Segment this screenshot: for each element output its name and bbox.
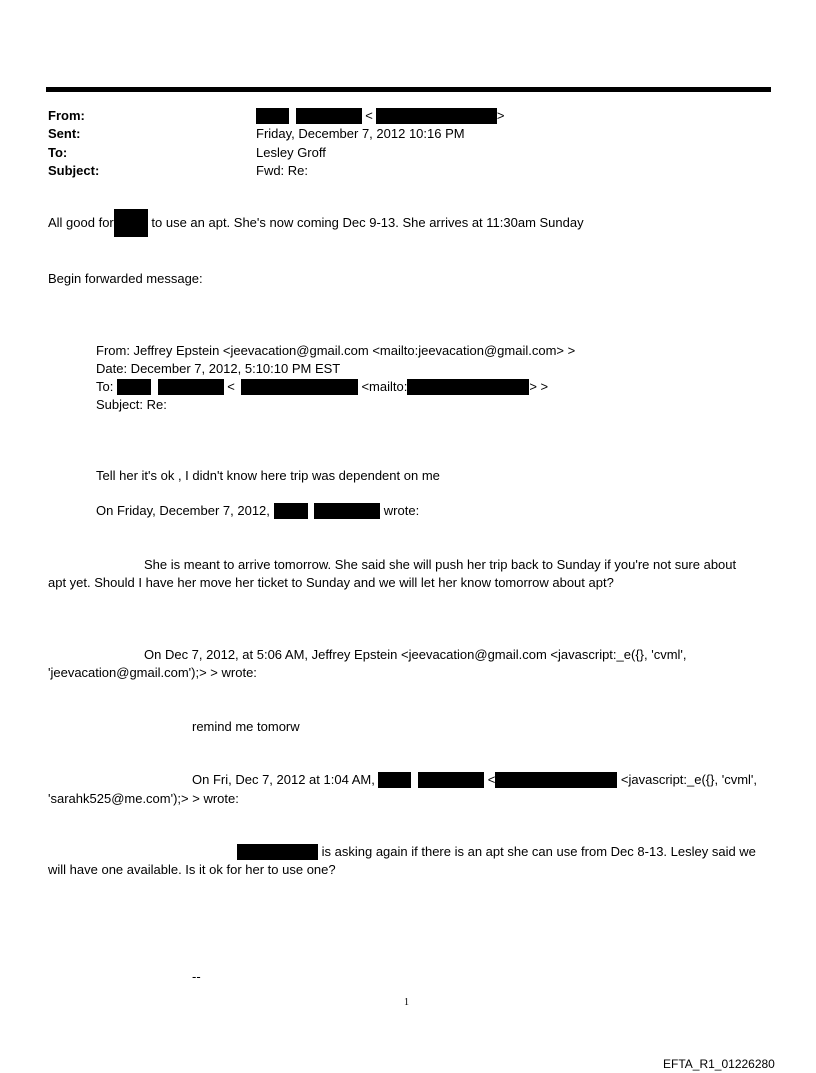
redaction-box (117, 379, 151, 395)
fwd-subject-line: Subject: Re: (96, 397, 167, 412)
redaction-box (314, 503, 380, 519)
fwd-date-line: Date: December 7, 2012, 5:10:10 PM EST (96, 361, 341, 376)
reply-text: Tell her it's ok , I didn't know here trip was dependent on me (96, 468, 440, 483)
redaction-box (296, 108, 362, 124)
sent-value: Friday, December 7, 2012 10:16 PM (256, 126, 465, 141)
fwd-from-line: From: Jeffrey Epstein <jeevacation@gmail.com <mailto:jeevacation@gmail.com> > (96, 343, 576, 358)
redaction-box (241, 379, 358, 395)
subject-label: Subject: (48, 163, 100, 178)
redaction-box (378, 772, 411, 788)
fwd-to-line (96, 379, 548, 395)
redaction-box (114, 209, 148, 237)
signature-dashes: -- (192, 969, 201, 984)
bates-number: EFTA_R1_01226280 (663, 1057, 775, 1071)
redaction-box (495, 772, 617, 788)
fwd-to-mailto: <mailto: (361, 379, 408, 394)
on-dec7-line-1: On Dec 7, 2012, at 5:06 AM, Jeffrey Epstein <jeevacation@gmail.com <javascript:_e({}, 'cvml', (144, 647, 687, 662)
quoted-para-1-line-1: She is meant to arrive tomorrow. She said she will push her trip back to Sunday if you're not sure about (144, 557, 737, 572)
sent-label: Sent: (48, 126, 81, 141)
redaction-box (376, 108, 497, 124)
on-dec7-line-2: 'jeevacation@gmail.com');> > wrote: (48, 665, 257, 680)
to-label: To: (48, 145, 68, 160)
asking-line-1 (237, 844, 756, 860)
to-value: Lesley Groff (256, 145, 326, 160)
asking-line-1-text: is asking again if there is an apt she can use from Dec 8-13. Lesley said we (321, 844, 756, 859)
redaction-box (237, 844, 318, 860)
fwd-to-lt: < (227, 379, 235, 394)
body-line-1 (48, 209, 584, 237)
on-friday-line (96, 503, 419, 519)
redaction-box (274, 503, 308, 519)
remind-text: remind me tomorw (192, 719, 300, 734)
redaction-box (418, 772, 484, 788)
redaction-box (256, 108, 289, 124)
from-gt: > (496, 108, 505, 123)
begin-forwarded: Begin forwarded message: (48, 271, 203, 286)
on-friday-end: wrote: (383, 503, 420, 518)
page-number: 1 (404, 997, 409, 1008)
on-fri-lt: < (487, 772, 496, 787)
asking-line-2: will have one available. Is it ok for her to use one? (48, 862, 336, 877)
quoted-para-1-line-2: apt yet. Should I have her move her ticket to Sunday and we will let her know tomorrow about apt? (48, 575, 614, 590)
from-label: From: (48, 108, 85, 123)
redaction-box (407, 379, 529, 395)
on-fri-line-1 (192, 772, 757, 788)
fwd-to-label: To: (96, 379, 114, 394)
subject-value: Fwd: Re: (256, 163, 309, 178)
fwd-to-end: > > (529, 379, 549, 394)
on-friday-start: On Friday, December 7, 2012, (96, 503, 270, 518)
on-fri-line-2: 'sarahk525@me.com');> > wrote: (48, 791, 239, 806)
body-line-1-start: All good for (48, 215, 114, 230)
redaction-box (158, 379, 224, 395)
body-line-1-end: to use an apt. She's now coming Dec 9-13. She arrives at 11:30am Sunday (151, 215, 584, 230)
on-fri-start: On Fri, Dec 7, 2012 at 1:04 AM, (192, 772, 375, 787)
from-lt: < (365, 108, 373, 123)
header-rule (46, 87, 771, 92)
from-value (256, 108, 504, 124)
on-fri-js: <javascript:_e({}, 'cvml', (620, 772, 758, 787)
